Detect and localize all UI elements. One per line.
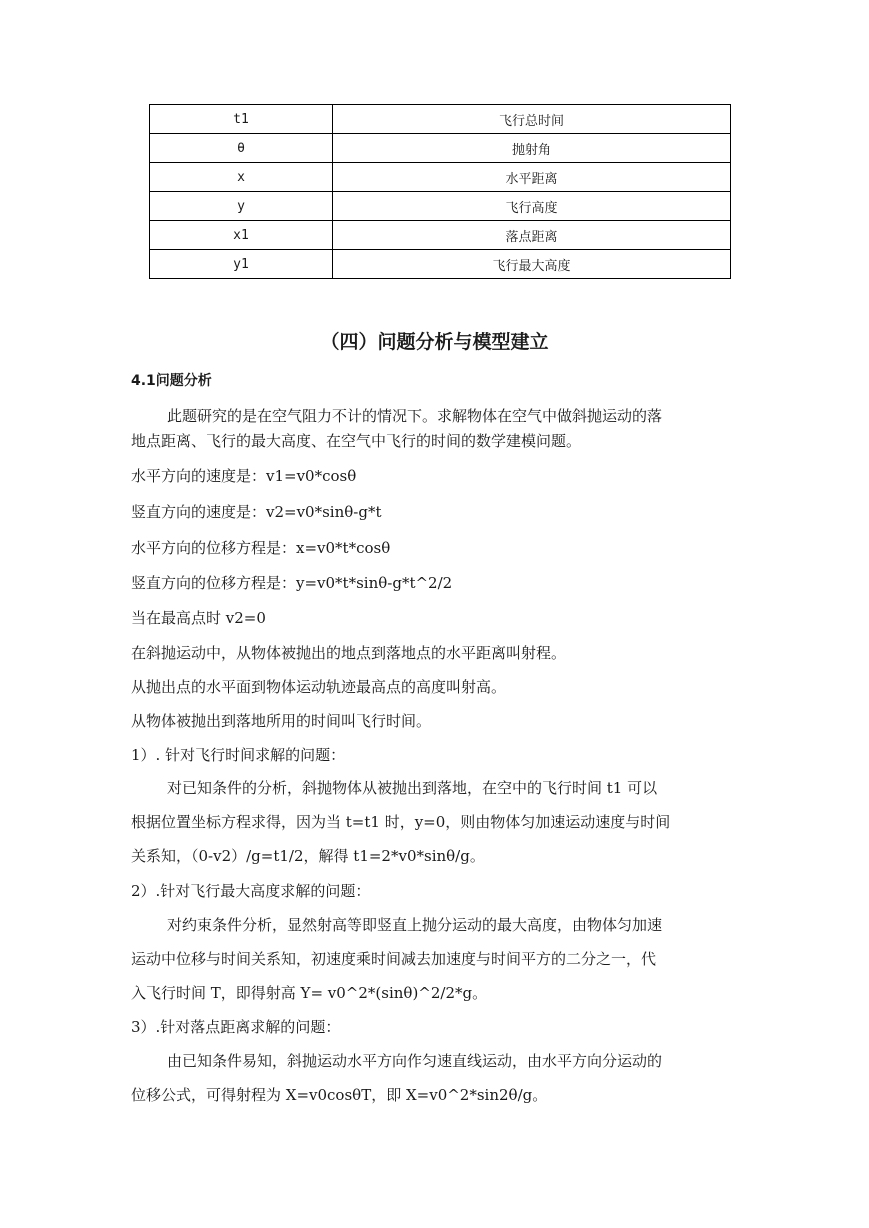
- formula-line: 当在最高点时 v2=0: [131, 609, 266, 627]
- table-row: [150, 134, 731, 163]
- paragraph-line: 从物体被抛出到落地所用的时间叫飞行时间。: [131, 712, 432, 730]
- paragraph-line: 对已知条件的分析，斜抛物体从被抛出到落地，在空中的飞行时间 t1 可以: [167, 779, 658, 797]
- symbol-cell: x: [150, 163, 333, 192]
- meaning-cell: 落点距离: [333, 221, 731, 250]
- paragraph-line: 从抛出点的水平面到物体运动轨迹最高点的高度叫射高。: [131, 678, 507, 696]
- paragraph-line: 位移公式，可得射程为 X=v0cosθT，即 X=v0^2*sin2θ/g。: [131, 1086, 548, 1104]
- formula-line: 竖直方向的位移方程是：y=v0*t*sinθ-g*t^2/2: [131, 574, 453, 592]
- paragraph-line: 地点距离、飞行的最大高度、在空气中飞行的时间的数学建模问题。: [131, 432, 582, 450]
- table-row: [150, 163, 731, 192]
- formula-line: 水平方向的速度是：v1=v0*cosθ: [131, 467, 357, 485]
- formula-line: 水平方向的位移方程是：x=v0*t*cosθ: [131, 539, 391, 557]
- meaning-cell: 飞行高度: [333, 192, 731, 221]
- paragraph-line: 关系知，（0-v2）/g=t1/2，解得 t1=2*v0*sinθ/g。: [131, 847, 485, 865]
- meaning-cell: 飞行总时间: [333, 105, 731, 134]
- paragraph-line: 入飞行时间 T，即得射高 Y= v0^2*(sinθ)^2/2*g。: [131, 984, 488, 1002]
- table-row: [150, 250, 731, 279]
- meaning-cell: 水平距离: [333, 163, 731, 192]
- item-heading: 2）.针对飞行最大高度求解的问题：: [131, 882, 371, 900]
- table-row: [150, 105, 731, 134]
- symbol-cell: t1: [150, 105, 333, 134]
- formula-line: 竖直方向的速度是：v2=v0*sinθ-g*t: [131, 503, 382, 521]
- section-title: （四）问题分析与模型建立: [320, 331, 549, 353]
- symbol-cell: x1: [150, 221, 333, 250]
- paragraph-line: 由已知条件易知，斜抛运动水平方向作匀速直线运动，由水平方向分运动的: [167, 1052, 663, 1070]
- paragraph-line: 对约束条件分析，显然射高等即竖直上抛分运动的最大高度，由物体匀加速: [167, 916, 663, 934]
- symbol-cell: y: [150, 192, 333, 221]
- table-row: [150, 221, 731, 250]
- item-heading: 1）. 针对飞行时间求解的问题：: [131, 746, 346, 764]
- symbol-cell: y1: [150, 250, 333, 279]
- table-row: [150, 192, 731, 221]
- paragraph-line: 根据位置坐标方程求得，因为当 t=t1 时，y=0，则由物体匀加速运动速度与时间: [131, 813, 671, 831]
- paragraph-line: 在斜抛运动中，从物体被抛出的地点到落地点的水平距离叫射程。: [131, 644, 567, 662]
- paragraph-line: 此题研究的是在空气阻力不计的情况下。求解物体在空气中做斜抛运动的落: [167, 407, 663, 425]
- subsection-title: 4.1问题分析: [131, 373, 212, 389]
- meaning-cell: 抛射角: [333, 134, 731, 163]
- symbol-table: [149, 104, 731, 279]
- item-heading: 3）.针对落点距离求解的问题：: [131, 1018, 341, 1036]
- paragraph-line: 运动中位移与时间关系知，初速度乘时间减去加速度与时间平方的二分之一，代: [131, 950, 657, 968]
- symbol-cell: θ: [150, 134, 333, 163]
- meaning-cell: 飞行最大高度: [333, 250, 731, 279]
